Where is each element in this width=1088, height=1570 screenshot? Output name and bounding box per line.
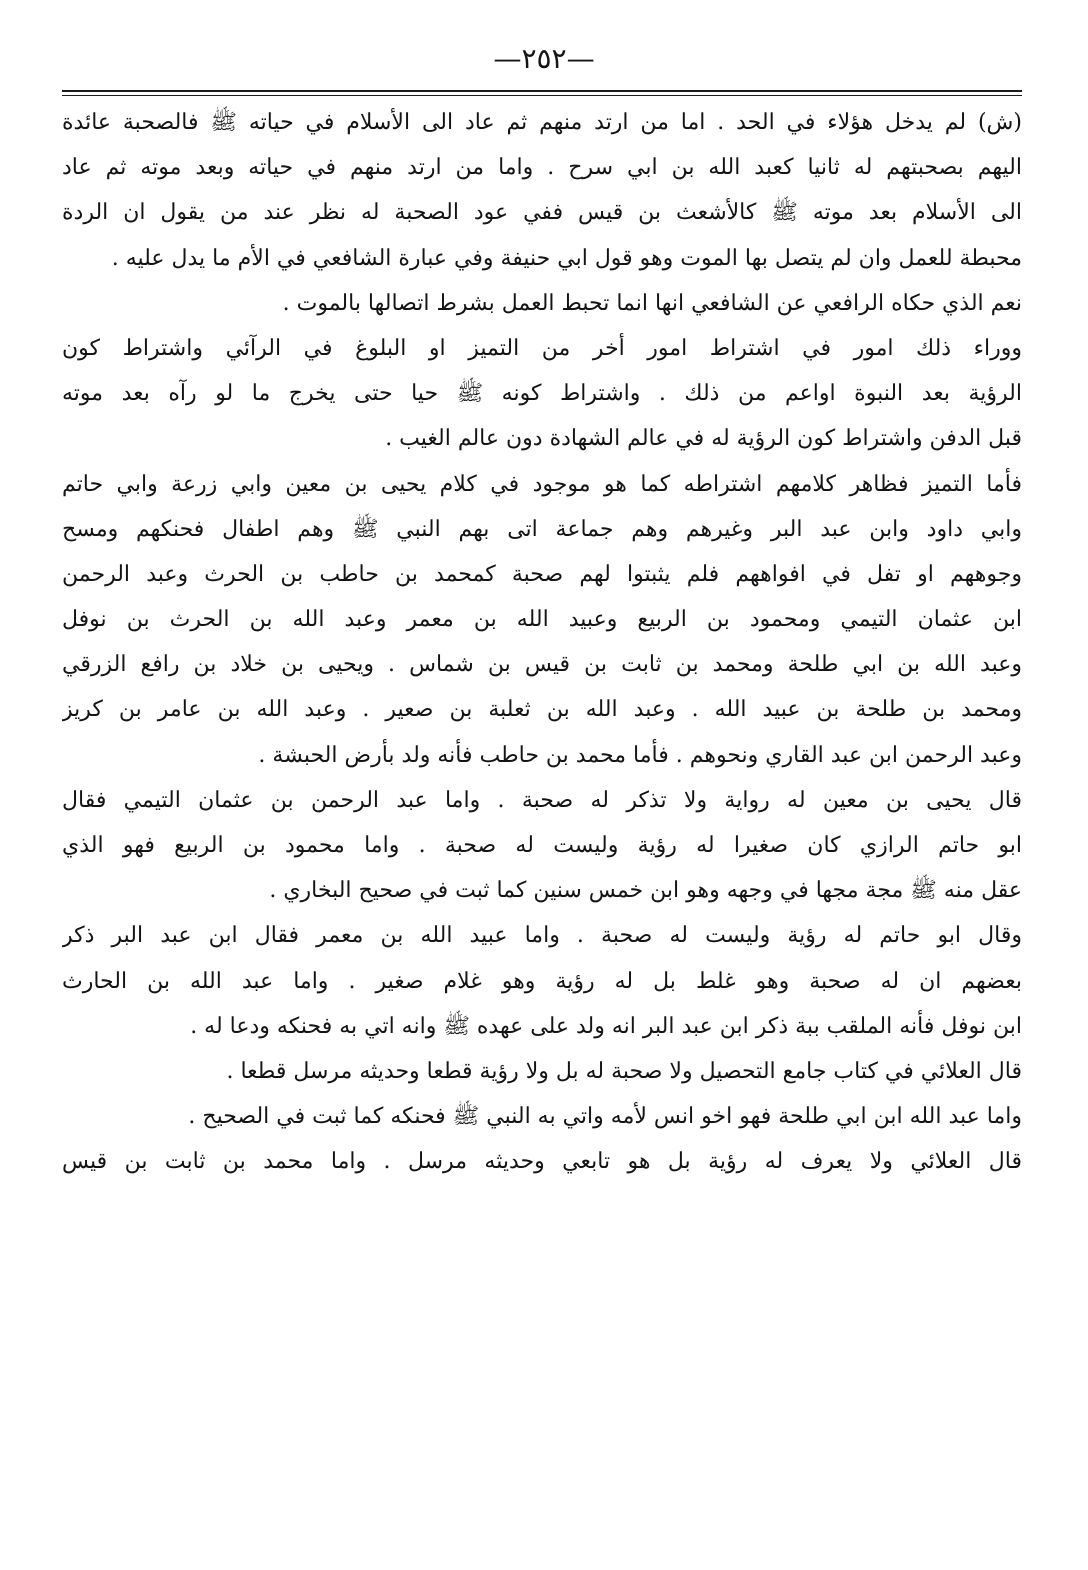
text-line: ابن نوفل فأنه الملقب ببة ذكر ابن عبد البر انه ولد على عهده ﷺ وانه اتي به فحنكه ودعا له . <box>190 1013 1022 1039</box>
text-line: وجوههم او تفل في افواههم فلم يثبتوا لهم صحبة كمحمد بن حاطب بن الحرث وعبد الرحمن <box>62 561 1022 587</box>
text-line: وابي داود وابن عبد البر وغيرهم وهم جماعة اتى بهم النبي ﷺ وهم اطفال فحنكهم ومسح <box>62 516 1022 542</box>
page-number: —٢٥٢— <box>493 42 595 75</box>
text-line: (ش) لم يدخل هؤلاء في الحد . اما من ارتد منهم ثم عاد الى الأسلام في حياته ﷺ فالصحبة عائدة <box>62 110 1022 135</box>
text-line: ووراء ذلك امور في اشتراط امور أخر من التميز او البلوغ في الرآئي واشتراط كون <box>62 335 1022 361</box>
text-line: الرؤية بعد النبوة اواعم من ذلك . واشتراط كونه ﷺ حيا حتى يخرج ما لو رآه بعد موته <box>62 381 1022 407</box>
text-line: ومحمد بن طلحة بن عبيد الله . وعبد الله بن ثعلبة بن صعير . وعبد الله بن عامر بن كريز <box>62 697 1022 723</box>
text-line: قال العلائي ولا يعرف له رؤية بل هو تابعي وحديثه مرسل . واما محمد بن ثابت بن قيس <box>62 1149 1022 1175</box>
header-rule-thin <box>62 95 1022 96</box>
text-line: ابن عثمان التيمي ومحمود بن الربيع وعبيد الله بن معمر وعبد الله بن الحرث بن نوفل <box>62 607 1022 633</box>
text-line: قال يحيى بن معين له رواية ولا تذكر له صحبة . واما عبد الرحمن بن عثمان التيمي فقال <box>62 787 1022 813</box>
text-line: قال العلائي في كتاب جامع التحصيل ولا صحبة له بل ولا رؤية قطعا وحديثه مرسل قطعا . <box>226 1058 1022 1084</box>
text-line: قبل الدفن واشتراط كون الرؤية له في عالم الشهادة دون عالم الغيب . <box>385 426 1022 452</box>
header-rule-thick <box>62 90 1022 92</box>
text-line: فأما التميز فظاهر كلامهم اشتراطه كما هو موجود في كلام يحيى بن معين وابي زرعة وابي حاتم <box>62 471 1022 497</box>
text-body <box>62 100 1022 1185</box>
text-line: عقل منه ﷺ مجة مجها في وجهه وهو ابن خمس سنين كما ثبت في صحيح البخاري . <box>269 878 1022 904</box>
text-line: وعبد الله بن ابي طلحة ومحمد بن ثابت بن قيس بن شماس . ويحيى بن خلاد بن رافع الزرقي <box>62 652 1022 678</box>
text-line: الى الأسلام بعد موته ﷺ كالأشعث بن قيس ففي عود الصحبة له نظر عند من يقول ان الردة <box>62 200 1022 226</box>
text-line: ابو حاتم الرازي كان صغيرا له رؤية وليست له صحبة . واما محمود بن الربيع فهو الذي <box>62 833 1022 858</box>
text-line: وقال ابو حاتم له رؤية وليست له صحبة . واما عبيد الله بن معمر فقال ابن عبد البر ذكر <box>62 923 1022 949</box>
text-line: محبطة للعمل وان لم يتصل بها الموت وهو قول ابي حنيفة وفي عبارة الشافعي في الأم ما يدل عليه . <box>111 245 1022 271</box>
text-line: وعبد الرحمن ابن عبد القاري ونحوهم . فأما محمد بن حاطب فأنه ولد بأرض الحبشة . <box>258 742 1022 768</box>
text-line: نعم الذي حكاه الرافعي عن الشافعي انها انما تحبط العمل بشرط اتصالها بالموت . <box>282 290 1022 316</box>
text-line: واما عبد الله ابن ابي طلحة فهو اخو انس لأمه واتي به النبي ﷺ فحنكه كما ثبت في الصحيح . <box>188 1104 1022 1130</box>
text-line: بعضهم ان له صحبة وهو غلط بل له رؤية وهو غلام صغير . واما عبد الله بن الحارث <box>62 968 1022 994</box>
text-line: اليهم بصحبتهم له ثانيا كعبد الله بن ابي سرح . واما من ارتد منهم في حياته وبعد موته ثم عاد <box>62 155 1022 181</box>
